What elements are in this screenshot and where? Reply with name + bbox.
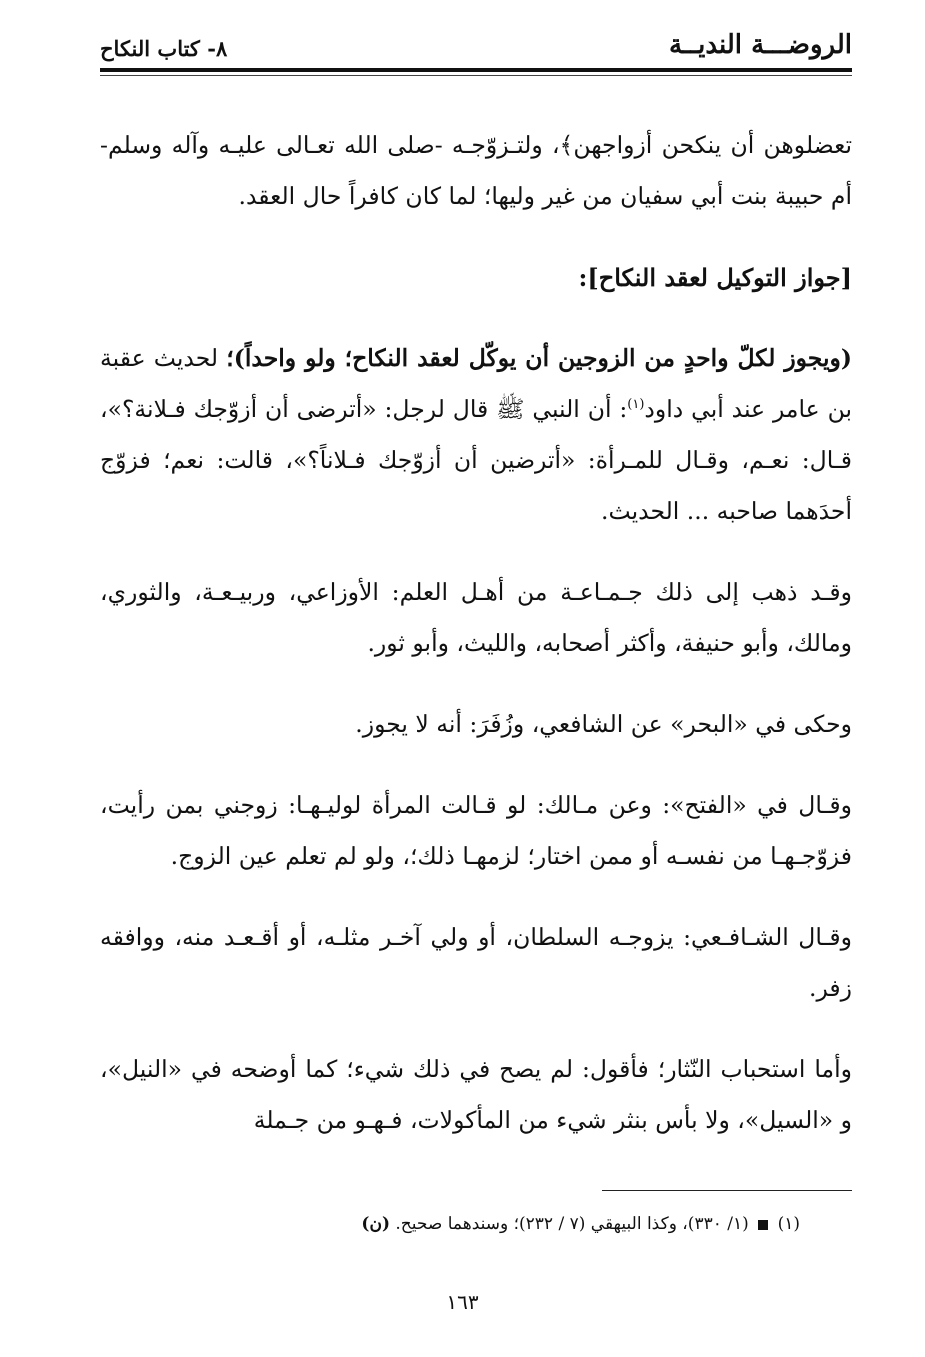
footnote xyxy=(100,1210,800,1238)
paragraph-2-a: لحديث عقبة بن عامر عند أبي داود xyxy=(100,344,852,423)
square-icon xyxy=(758,1220,768,1230)
footnote-text: (١/ ٣٣٠)، وكذا البيهقي (٧ / ٢٣٢)؛ وسندهما صحيح. xyxy=(395,1214,749,1234)
paragraph-2-b: : أن النبي ﷺ قال لرجل: «أترضى أن أزوّجك فـلانة؟»، قـال: نعـم، وقـال للمـرأة: «أترضين أن أزوّجك فـلاناً؟»، قالت: نعم؛ فزوّج أحدَهما صاحبه ... الحديث. xyxy=(100,395,852,525)
paragraph-5: وقـال في «الفتح»: وعن مـالك: لو قـالت المرأة لوليـهـا: زوجني بمن رأيت، فزوّجـهـا من نفسـه أو ممن اختار؛ لزمهـا ذلك؛، ولو لم تعلم عين الزوج. xyxy=(100,791,852,870)
section-heading: [جواز التوكيل لعقد النكاح]: xyxy=(578,263,852,292)
paragraph-4: وحكى في «البحر» عن الشافعي، وزُفَرَ: أنه لا يجوز. xyxy=(355,710,852,738)
footnote-mark: (ن) xyxy=(361,1214,390,1234)
paragraph-1: تعضلوهن أن ينكحن أزواجهن﴾، ولتـزوّجـه -صلى الله تعـالى عليـه وآله وسلم- أم حبيبة بنت أبي سفيان من غير وليها؛ لما كان كافراً حال العقد. xyxy=(100,131,852,210)
header-rule-thin xyxy=(100,75,852,76)
paragraph-7: وأما استحباب النّثار؛ فأقول: لم يصح في ذلك شيء؛ كما أوضحه في «النيل»، و «السيل»، ولا بأس بنثر شيء من المأكولات، فـهـو من جـملة xyxy=(100,1055,852,1134)
page-body xyxy=(100,120,852,1146)
chapter-title: ٨- كتاب النكاح xyxy=(100,36,228,61)
header-rule xyxy=(100,68,852,72)
paragraph-6: وقـال الشـافـعي: يزوجـه السلطان، أو ولي آخـر مثلـه، أو أقـعـد منه، ووافقه زفر. xyxy=(100,923,852,1002)
paragraph-3: وقـد ذهب إلى ذلك جـمـاعـة من أهـل العلم: الأوزاعي، وربيـعـة، والثوري، ومالك، وأبو حنيفة، وأكثر أصحابه، والليث، وأبو ثور. xyxy=(100,578,852,657)
footnote-rule xyxy=(602,1190,852,1191)
paragraph-2 xyxy=(100,333,852,537)
book-title: الروضـــة النديــة xyxy=(668,30,852,60)
page-number: ١٦٣ xyxy=(446,1290,479,1314)
page-header xyxy=(100,28,852,76)
footnote-ref: (١) xyxy=(627,397,645,413)
footnote-number: (١) xyxy=(777,1214,800,1234)
paragraph-2-bold: (ويجوز لكلّ واحدٍ من الزوجين أن يوكّل لعقد النكاح؛ ولو واحداً)؛ xyxy=(226,344,852,372)
